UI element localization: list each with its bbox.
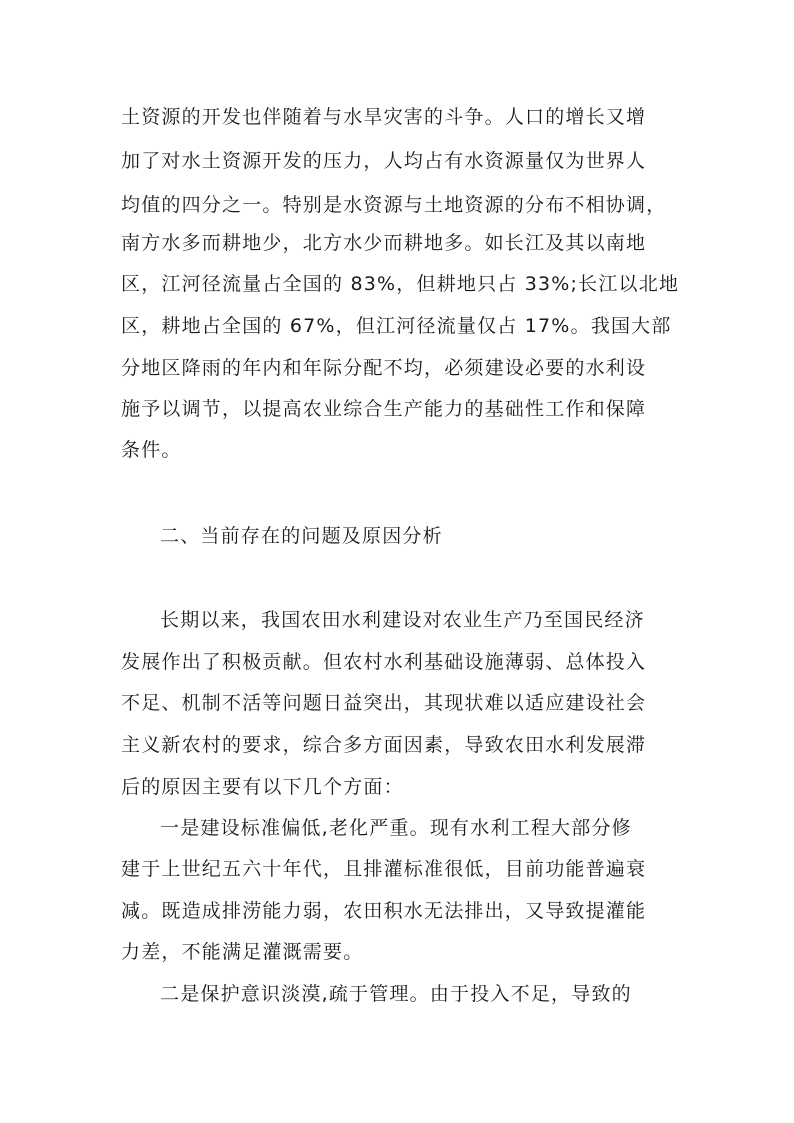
paragraph-line: 均值的四分之一。特别是水资源与土地资源的分布不相协调， (121, 194, 667, 216)
paragraph-line: 一是建设标准偏低,老化严重。现有水利工程大部分修 (160, 817, 632, 839)
paragraph-line: 主义新农村的要求，综合多方面因素，导致农田水利发展滞 (121, 734, 647, 756)
paragraph-line: 后的原因主要有以下几个方面： (121, 776, 404, 798)
paragraph-line: 长期以来，我国农田水利建设对农业生产乃至国民经济 (160, 609, 645, 631)
paragraph-line: 土资源的开发也伴随着与水旱灾害的斗争。人口的增长又增 (121, 106, 647, 128)
paragraph-line: 南方水多而耕地少，北方水少而耕地多。如长江及其以南地 (121, 232, 647, 254)
paragraph-line: 发展作出了积极贡献。但农村水利基础设施薄弱、总体投入 (121, 651, 647, 673)
paragraph-line: 力差，不能满足灌溉需要。 (121, 941, 364, 963)
section-heading: 二、当前存在的问题及原因分析 (160, 525, 443, 547)
paragraph-line: 分地区降雨的年内和年际分配不均，必须建设必要的水利设 (121, 357, 647, 379)
paragraph-line: 减。既造成排涝能力弱，农田积水无法排出，又导致提灌能 (121, 900, 647, 922)
paragraph-line: 二是保护意识淡漠,疏于管理。由于投入不足，导致的 (160, 983, 632, 1005)
paragraph-line: 区，耕地占全国的 67%，但江河径流量仅占 17%。我国大部 (121, 315, 672, 337)
paragraph-line: 施予以调节，以提高农业综合生产能力的基础性工作和保障 (121, 398, 647, 420)
paragraph-line: 建于上世纪五六十年代，且排灌标准很低，目前功能普遍衰 (121, 858, 647, 880)
paragraph-line: 不足、机制不活等问题日益突出，其现状难以适应建设社会 (121, 692, 647, 714)
paragraph-line: 加了对水土资源开发的压力，人均占有水资源量仅为世界人 (121, 150, 647, 172)
paragraph-line: 条件。 (121, 439, 182, 461)
paragraph-line: 区，江河径流量占全国的 83%，但耕地只占 33%;长江以北地 (121, 273, 680, 295)
